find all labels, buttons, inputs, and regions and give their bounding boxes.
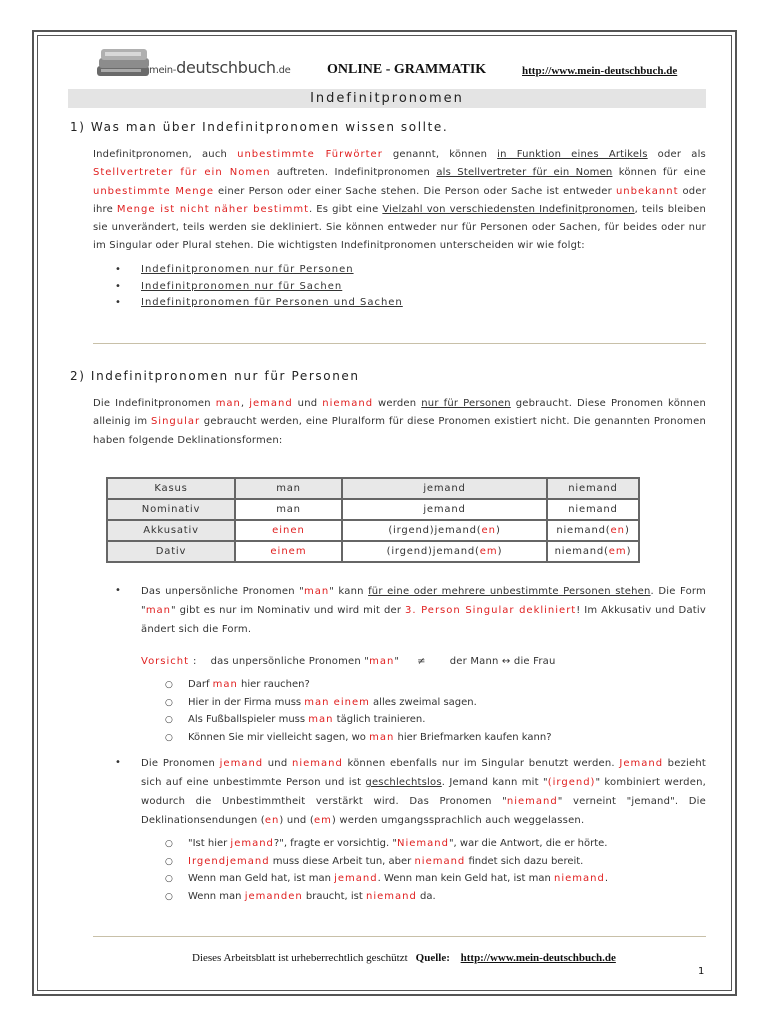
highlight: niemand [366,890,417,902]
not-equal-icon: ≠ [417,656,426,667]
list-item [165,853,608,871]
text: werden [373,398,422,409]
text: findet sich dazu bereit. [465,855,584,867]
source-label: Quelle: [415,952,450,964]
circle-bullet-icon: ○ [165,856,173,867]
text: . Es gibt eine [309,203,383,215]
cell-text: (irgend)jemand( [388,525,482,536]
highlight: en [264,815,280,826]
table-header-cell: man [235,478,342,499]
text: da. [416,890,436,902]
vorsicht-label: Vorsicht [141,656,190,667]
highlight: niemand [506,796,558,807]
cell-text: niemand( [554,546,609,557]
table-row [107,541,639,562]
table-row [107,520,639,541]
list-item [115,262,403,279]
link-sachen[interactable]: Indefinitpronomen nur für Sachen [141,280,343,292]
text: , teils bleiben sie unverändert, teils werden sie dekliniert. Sie können entweder nur für Personen oder Sachen, für beides oder nur im Singular oder Plural stehen. Die wichtigsten Indefinitpronomen unterscheiden wir wie folgt: [93,203,707,252]
text: Wenn man Geld hat, ist man [188,873,335,884]
table-cell: man [235,499,342,520]
circle-bullet-icon: ○ [165,839,173,849]
bullet-icon: • [115,585,121,596]
copyright-text: Dieses Arbeitsblatt ist urheberrechtlich geschützt [192,952,408,964]
cell-text: ) [626,546,632,557]
highlight: unbekannt [615,185,679,197]
declension-table [106,477,640,563]
text: "Ist hier [188,838,231,849]
table-cell [547,520,639,541]
table-header-cell: jemand [342,478,547,499]
cell-text: (irgend)jemand( [386,546,480,557]
highlight: em [313,815,332,826]
table-cell: einen [235,520,342,541]
highlight: man [369,656,395,667]
highlight: 3. Person Singular dekliniert [404,605,577,616]
text: " verneint "jemand". Die Deklinationsendungen ( [141,796,707,826]
circle-bullet-icon: ○ [165,715,173,725]
table-cell [547,541,639,562]
footer-url-link[interactable]: http://www.mein-deutschbuch.de [460,952,616,964]
vorsicht-note [141,652,706,671]
table-cell [547,499,639,520]
text: Hier in der Firma muss [188,696,305,708]
text: Die Pronomen [141,758,220,769]
table-header-cell: niemand [547,478,639,499]
list-item [165,835,608,853]
text: . Jemand kann mit " [441,777,548,788]
divider [93,936,706,937]
circle-bullet-icon: ○ [165,891,173,902]
text: oder ihre [93,185,707,215]
logo-prefix: mein- [149,65,177,76]
text: Indefinitpronomen, auch [93,149,238,160]
man-explanation [141,582,706,639]
highlight: man [369,731,395,743]
highlight: Niemand [396,838,449,849]
cell-text: jemand [423,504,466,515]
table-cell: einem [235,541,342,562]
highlight: niemand [553,873,605,884]
page-title: Indefinitpronomen [68,89,706,108]
underline: geschlechtslos [365,777,442,788]
text: Wenn man [188,890,245,902]
table-cell-kasus: Dativ [107,541,235,562]
link-personen-sachen[interactable]: Indefinitpronomen für Personen und Sachen [141,297,403,308]
text: hier Briefmarken kaufen kann? [394,731,552,743]
bullet-icon: • [115,297,122,308]
table-header-cell: Kasus [107,478,235,499]
text: gebraucht werden, eine Pluralform für diese Pronomen existiert nicht. Die genannten Pronomen haben folgende Deklinationsformen: [93,416,706,446]
stacked-books-icon [95,46,151,76]
highlight: Menge ist nicht näher bestimmt [116,203,309,215]
text: hier rauchen? [237,679,310,690]
highlight: Stellvertreter für ein Nomen [93,167,271,179]
text: können für eine [612,167,706,179]
list-item [165,870,608,888]
text: " gibt es nur im Nominativ und wird mit der [171,605,405,616]
header-url-link[interactable]: http://www.mein-deutschbuch.de [522,65,678,77]
jemand-examples-list [165,835,608,905]
list-item [115,279,403,296]
text: " kann [329,586,369,597]
cell-ending: em [479,546,498,557]
table-cell-kasus: Akkusativ [107,520,235,541]
list-item [165,711,552,729]
text: , [240,398,250,409]
cell-text: ) [495,525,501,536]
text: Darf [188,679,213,690]
highlight: man [215,398,241,409]
text: auftreten. Indefinitpronomen [270,167,437,179]
text: . Die Form " [141,586,706,616]
text: muss diese Arbeit tun, aber [269,855,415,867]
highlight: man [145,605,172,616]
table-cell [342,499,547,520]
cell-ending: em [608,546,627,557]
highlight: niemand [414,855,466,867]
highlight: jemand [230,838,274,849]
table-cell-kasus: Nominativ [107,499,235,520]
highlight: unbestimmte Menge [93,185,215,197]
text: der Mann ↔ die Frau [449,656,556,667]
highlight: man [308,714,334,725]
text: ! Im Akkusativ und Dativ ändert sich die Form. [141,605,706,635]
text: " [394,656,400,667]
highlight: unbestimmte Fürwörter [237,149,383,160]
list-item [115,295,403,312]
list-item [165,729,552,747]
circle-bullet-icon: ○ [165,680,173,690]
text: Als Fußballspieler muss [188,714,309,725]
underline: für eine oder mehrere unbestimmte Personen stehen [368,586,651,597]
jemand-niemand-explanation [141,754,706,830]
text: : [193,656,197,667]
highlight: jemanden [244,890,303,902]
list-item [165,888,608,906]
cell-ending: en [610,525,625,536]
text: oder als [647,149,706,160]
text: " kombiniert werden, wodurch die Unbestimmtheit verstärkt wird. Das Pronomen " [141,777,706,807]
cell-ending: en [481,525,496,536]
text: Können Sie mir vielleicht sagen, wo [188,731,370,743]
text: ?", fragte er vorsichtig. " [273,838,397,849]
text: das unpersönliche Pronomen " [210,656,370,667]
highlight: jemand [219,758,264,769]
header-title: ONLINE - GRAMMATIK [327,62,487,77]
circle-bullet-icon: ○ [165,697,173,708]
cell-text: ) [624,525,630,536]
highlight: jemand [249,398,293,409]
highlight: Irgendjemand [188,855,270,867]
link-personen[interactable]: Indefinitpronomen nur für Personen [141,264,354,275]
underline: als Stellvertreter für ein Nomen [436,167,613,179]
cell-text: ) [497,546,503,557]
highlight: niemand [322,398,374,409]
section-2-heading: 2) Indefinitpronomen nur für Personen [70,369,360,383]
underline: in Funktion eines Artikels [497,149,648,160]
table-row [107,499,639,520]
site-logo[interactable] [149,58,291,77]
list-item [165,676,552,694]
text: alles zweimal sagen. [369,696,477,708]
highlight: Jemand [619,758,664,769]
table-header-row [107,478,639,499]
highlight: (irgend) [547,777,596,788]
text: . [604,873,608,884]
text: Die Indefinitpronomen [93,398,216,409]
text: einer Person oder einer Sache stehen. Die Person oder Sache ist entweder [214,185,616,197]
highlight: Singular [150,416,201,428]
highlight: niemand [292,758,343,769]
list-item [165,694,552,712]
underline: nur für Personen [421,398,511,409]
circle-bullet-icon: ○ [165,732,173,743]
bullet-icon: • [115,280,122,292]
text: Das unpersönliche Pronomen " [141,586,304,597]
bullet-icon: • [115,757,121,768]
bullet-icon: • [115,264,122,275]
highlight: man [303,586,330,597]
cell-text: niemand( [556,525,611,536]
section-1-link-list [115,262,403,312]
text: können ebenfalls nur im Singular benutzt werden. [342,758,620,769]
text: ", war die Antwort, die er hörte. [448,838,608,849]
section-1-heading: 1) Was man über Indefinitpronomen wissen sollte. [70,120,449,134]
highlight: jemand [334,873,378,884]
page-number: 1 [698,966,705,977]
table-cell [342,541,547,562]
text: ) und ( [279,815,314,826]
circle-bullet-icon: ○ [165,874,173,884]
text: . Wenn man kein Geld hat, ist man [377,873,554,884]
text: braucht, ist [302,890,366,902]
text: ) werden umgangssprachlich auch weggelassen. [331,815,585,826]
text: genannt, können [382,149,498,160]
page-header [95,42,715,82]
highlight: man einem [304,696,370,708]
text: täglich trainieren. [333,714,426,725]
cell-text: niemand [568,504,618,515]
text: bezieht sich auf eine unbestimmte Person und ist [141,758,707,788]
table-cell [342,520,547,541]
page-footer [192,952,616,964]
underline: Vielzahl von verschiedensten Indefinitpronomen [382,203,635,215]
text: und [263,758,293,769]
man-examples-list [165,676,552,746]
logo-tld: .de [275,65,291,76]
text: und [292,398,323,409]
text: gebraucht. Diese Pronomen können alleinig im [93,398,706,428]
logo-main: deutschbuch [176,58,276,77]
highlight: man [212,679,238,690]
section-2-paragraph [93,395,706,450]
section-1-paragraph [93,146,706,256]
divider [93,343,706,344]
